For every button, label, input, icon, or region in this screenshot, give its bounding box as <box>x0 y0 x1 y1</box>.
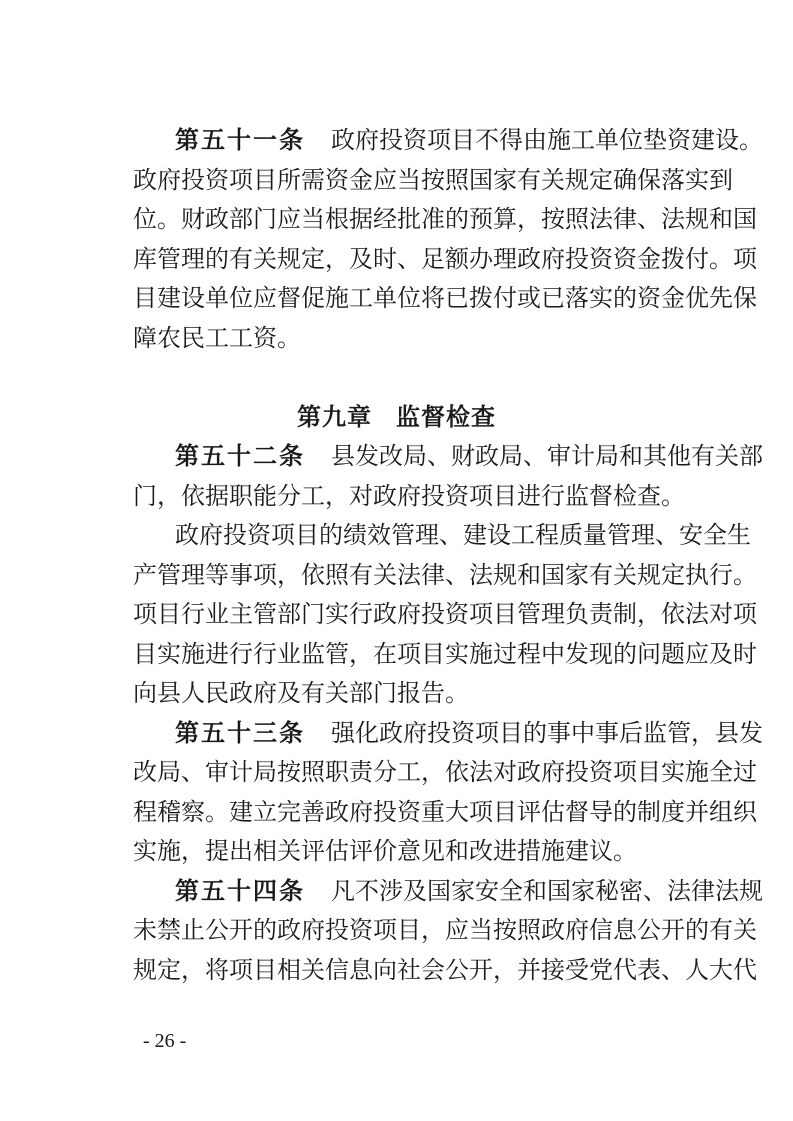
article-label: 第五十三条 <box>175 717 305 747</box>
article-label: 第五十一条 <box>175 125 305 154</box>
text-line <box>133 239 757 279</box>
text-line <box>133 199 757 239</box>
line-text: 项目行业主管部门实行政府投资项目管理负责制，依法对项 <box>133 600 757 628</box>
line-text: 向县人民政府及有关部门报告。 <box>133 679 469 707</box>
text-line <box>175 515 751 555</box>
article-label: 第五十二条 <box>175 441 305 470</box>
line-text: 强化政府投资项目的事中事后监管，县发 <box>331 718 763 747</box>
text-line <box>133 950 757 990</box>
line-text: 障农民工工资。 <box>133 323 301 352</box>
page-number: - 26 - <box>143 1030 187 1052</box>
line-text: 目建设单位应督促施工单位将已拨付或已落实的资金优先保 <box>133 284 757 312</box>
text-line <box>175 436 763 476</box>
line-text: 改局、审计局按照职责分工，依法对政府投资项目实施全过 <box>133 758 757 786</box>
article-label: 第五十四条 <box>175 875 305 905</box>
text-line <box>133 278 757 318</box>
text-line <box>133 476 690 516</box>
line-text: 未禁止公开的政府投资项目，应当按照政府信息公开的有关 <box>133 916 757 944</box>
line-text: 产管理等事项，依照有关法律、法规和国家有关规定执行。 <box>133 560 757 589</box>
chapter-number: 第九章 <box>297 401 372 431</box>
text-line <box>133 634 757 674</box>
text-line <box>133 792 757 832</box>
line-text: 县发改局、财政局、审计局和其他有关部 <box>331 442 763 470</box>
chapter-title: 监督检查 <box>396 401 496 431</box>
text-line <box>175 871 763 911</box>
line-text: 凡不涉及国家安全和国家秘密、法律法规 <box>331 876 763 905</box>
line-text: 政府投资项目不得由施工单位垫资建设。 <box>331 126 763 154</box>
text-line <box>133 160 733 200</box>
text-line <box>133 318 690 358</box>
line-text: 规定，将项目相关信息向社会公开，并接受党代表、人大代 <box>133 955 757 984</box>
text-line <box>175 120 763 160</box>
text-line <box>133 752 757 792</box>
line-text: 库管理的有关规定，及时、足额办理政府投资资金拨付。项 <box>133 244 757 273</box>
text-line <box>133 594 757 634</box>
chapter-heading <box>0 397 793 437</box>
line-text: 实施，提出相关评估评价意见和改进措施建议。 <box>133 837 637 865</box>
line-text: 位。财政部门应当根据经批准的预算，按照法律、法规和国 <box>133 205 757 233</box>
text-line <box>175 713 763 753</box>
text-line <box>133 673 690 713</box>
line-text: 政府投资项目的绩效管理、建设工程质量管理、安全生 <box>175 521 751 549</box>
line-text: 门，依据职能分工，对政府投资项目进行监督检查。 <box>133 481 685 510</box>
line-text: 程稽察。建立完善政府投资重大项目评估督导的制度并组织 <box>133 797 757 826</box>
line-text: 政府投资项目所需资金应当按照国家有关规定确保落实到 <box>133 165 733 194</box>
text-line <box>133 555 757 595</box>
line-text: 目实施进行行业监管，在项目实施过程中发现的问题应及时 <box>133 639 757 668</box>
text-line <box>133 910 757 950</box>
text-line <box>133 831 690 871</box>
